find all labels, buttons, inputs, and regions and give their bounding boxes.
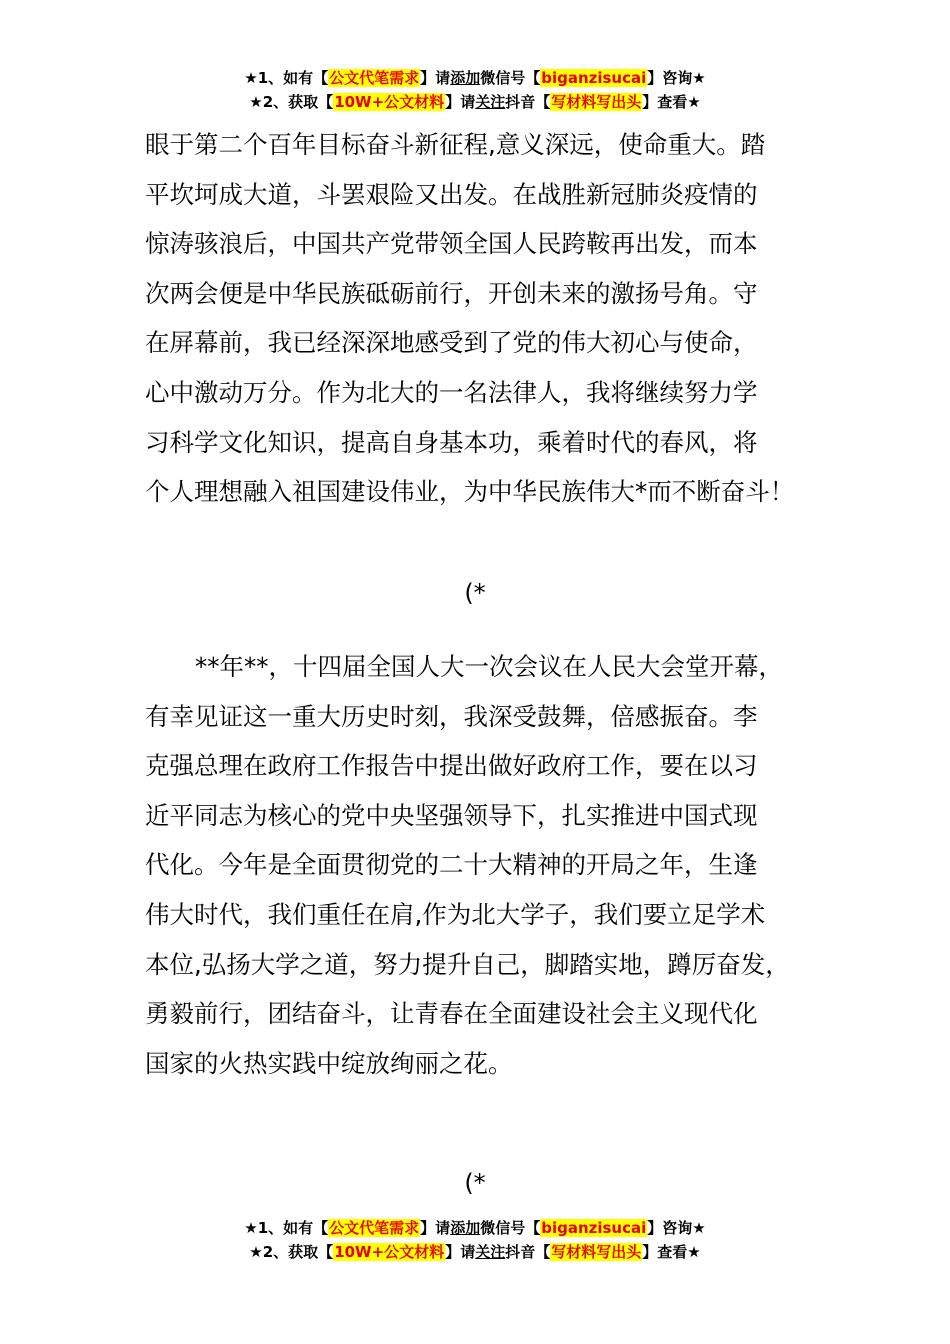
text-line: 惊涛骇浪后，中国共产党带领全国人民跨鞍再出发，而本 xyxy=(145,229,758,259)
banner-line-1 xyxy=(0,66,950,90)
banner-text: 】请 xyxy=(420,69,451,87)
text-line: 平坎坷成大道，斗罢艰险又出发。在战胜新冠肺炎疫情的 xyxy=(145,179,758,209)
banner-line-1 xyxy=(0,1216,950,1240)
paragraph-1 xyxy=(145,120,825,517)
banner-text: 抖音【 xyxy=(505,1243,551,1261)
banner-highlight: 公文代笔需求 xyxy=(329,1219,420,1237)
banner-text: 】请 xyxy=(420,1219,451,1237)
text-line: **年**，十四届全国人大一次会议在人民大会堂开幕， xyxy=(195,652,783,681)
header-banner xyxy=(0,66,950,114)
section-marker: (* xyxy=(464,1169,486,1197)
banner-text: ★1、如有【 xyxy=(244,1219,329,1237)
banner-underlined-text: 关注 xyxy=(475,1243,506,1261)
section-marker: (* xyxy=(464,579,486,607)
banner-text: 微信号【 xyxy=(480,1219,541,1237)
text-line: 国家的火热实践中绽放绚丽之花。 xyxy=(145,1048,513,1078)
text-line: 习科学文化知识，提高自身基本功，乘着时代的春风，将 xyxy=(145,427,758,457)
text-line: 勇毅前行，团结奋斗，让青春在全面建设社会主义现代化 xyxy=(145,999,758,1029)
text-line: 心中激动万分。作为北大的一名法律人，我将继续努力学 xyxy=(145,377,758,407)
text-line: 在屏幕前，我已经深深地感受到了党的伟大初心与使命， xyxy=(145,328,758,358)
banner-highlight: 10W+公文材料 xyxy=(334,93,445,111)
banner-text: ★1、如有【 xyxy=(244,69,329,87)
text-line: 次两会便是中华民族砥砺前行，开创未来的激扬号角。守 xyxy=(145,278,758,308)
text-line: 克强总理在政府工作报告中提出做好政府工作，要在以习 xyxy=(145,751,758,781)
text-line: 近平同志为核心的党中央坚强领导下，扎实推进中国式现 xyxy=(145,800,758,830)
banner-underlined-text: 添加 xyxy=(450,69,481,87)
banner-highlight: 写材料写出头 xyxy=(551,1243,642,1261)
banner-text: 】请 xyxy=(445,1243,476,1261)
banner-text: ★2、获取【 xyxy=(249,93,334,111)
banner-text: 】咨询★ xyxy=(647,69,706,87)
banner-wechat-id: biganzisucai xyxy=(541,69,647,87)
banner-underlined-text: 关注 xyxy=(475,93,506,111)
banner-text: 】查看★ xyxy=(642,93,701,111)
text-line: 伟大时代，我们重任在肩,作为北大学子，我们要立足学术 xyxy=(145,899,766,929)
banner-text: 微信号【 xyxy=(480,69,541,87)
banner-line-2 xyxy=(0,1240,950,1264)
paragraph-2 xyxy=(145,642,825,1088)
text-line: 有幸见证这一重大历史时刻，我深受鼓舞，倍感振奋。李 xyxy=(145,701,758,731)
banner-text: 】咨询★ xyxy=(647,1219,706,1237)
banner-text: 】请 xyxy=(445,93,476,111)
footer-banner xyxy=(0,1216,950,1264)
text-line: 本位,弘扬大学之道，努力提升自己，脚踏实地，蹲厉奋发， xyxy=(145,949,790,979)
text-line: 眼于第二个百年目标奋斗新征程,意义深远，使命重大。踏 xyxy=(145,130,766,159)
banner-text: ★2、获取【 xyxy=(249,1243,334,1261)
banner-underlined-text: 添加 xyxy=(450,1219,481,1237)
banner-highlight: 公文代笔需求 xyxy=(329,69,420,87)
banner-line-2 xyxy=(0,90,950,114)
banner-text: 】查看★ xyxy=(642,1243,701,1261)
banner-highlight: 写材料写出头 xyxy=(551,93,642,111)
banner-text: 抖音【 xyxy=(505,93,551,111)
banner-wechat-id: biganzisucai xyxy=(541,1219,647,1237)
text-line: 个人理想融入祖国建设伟业，为中华民族伟大*而不断奋斗！ xyxy=(145,477,795,507)
text-line: 代化。今年是全面贯彻党的二十大精神的开局之年，生逢 xyxy=(145,850,758,880)
banner-highlight: 10W+公文材料 xyxy=(334,1243,445,1261)
